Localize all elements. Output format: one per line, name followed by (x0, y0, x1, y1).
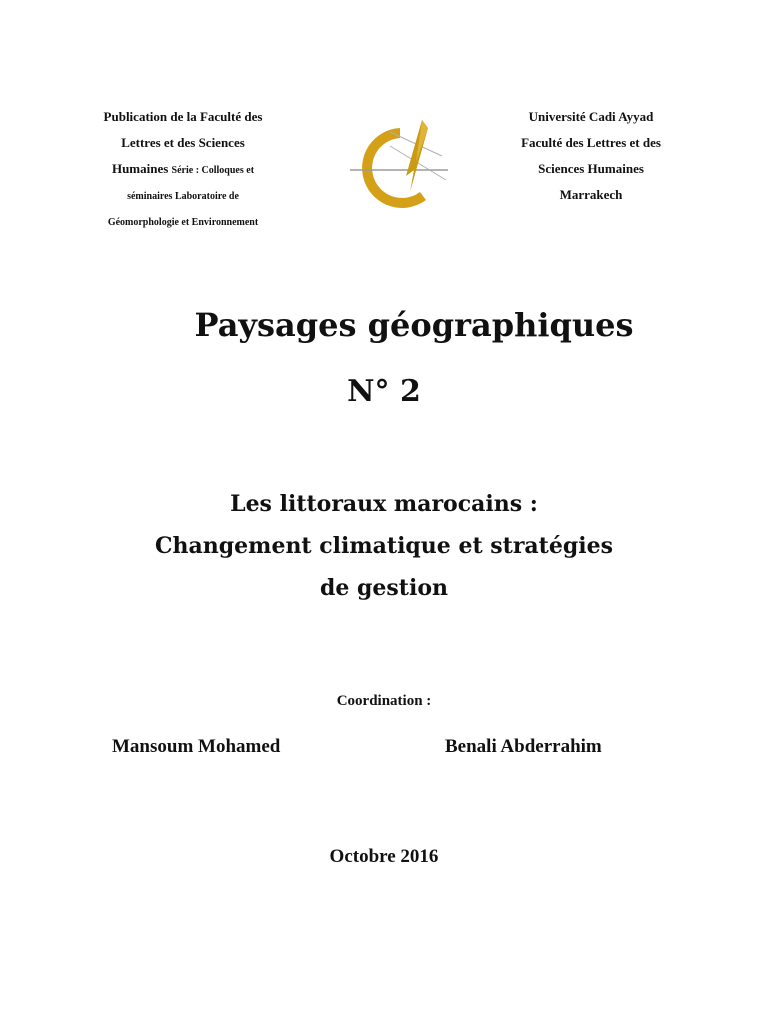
university-info (496, 104, 686, 208)
subtitle-line: de gestion (320, 575, 448, 601)
university-line: Sciences Humaines (538, 161, 644, 176)
author-name: Mansoum Mohamed (112, 736, 281, 757)
publisher-line: séminaires Laboratoire de (127, 191, 239, 202)
issue-number: N° 2 (347, 374, 421, 409)
author-name: Benali Abderrahim (445, 736, 602, 757)
publisher-line: Lettres et des Sciences (121, 135, 245, 150)
coordination-label: Coordination : (336, 693, 432, 709)
publisher-info (78, 104, 288, 236)
subtitle-line: Changement climatique et stratégies (155, 533, 613, 559)
series-label: Série : Colloques et (171, 165, 255, 176)
publisher-line (78, 156, 288, 184)
subtitle-line: Les littoraux marocains : (230, 491, 538, 517)
university-line: Faculté des Lettres et des (521, 135, 661, 150)
publication-date: Octobre 2016 (329, 846, 439, 867)
university-logo-icon (330, 112, 456, 222)
university-line: Marrakech (559, 187, 623, 202)
document-title: Paysages géographiques (194, 306, 634, 344)
document-subtitle (0, 483, 768, 609)
publisher-line: Publication de la Faculté des (103, 109, 263, 124)
university-line: Université Cadi Ayyad (528, 109, 654, 124)
publisher-line-main: Humaines (111, 161, 172, 176)
publisher-line: Géomorphologie et Environnement (107, 217, 259, 228)
